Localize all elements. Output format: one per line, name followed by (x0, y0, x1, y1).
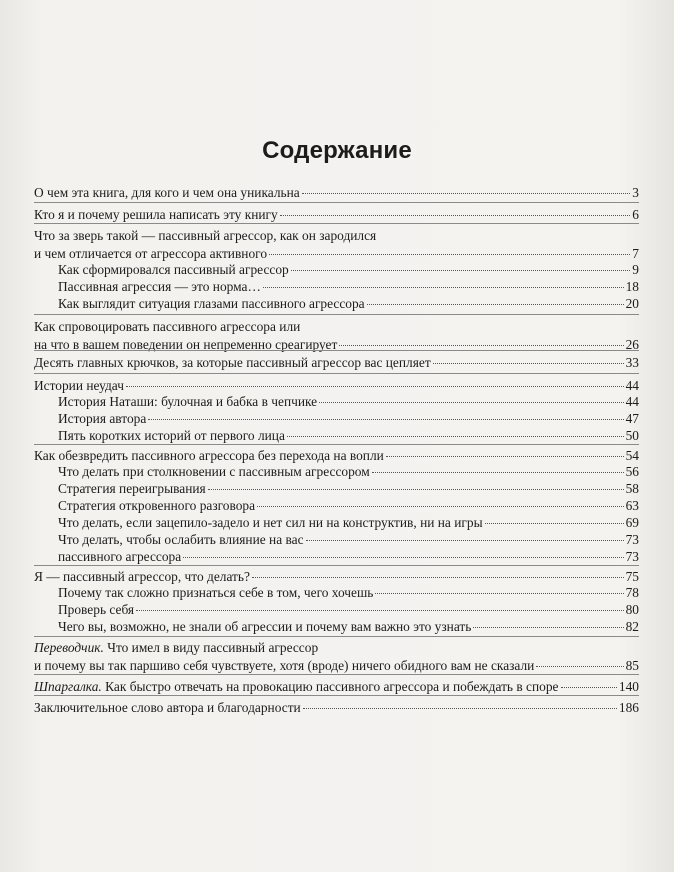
toc-entry-title-cont: и почему вы так паршиво себя чувствуете, хотя (вроде) ничего обидного вам не сказали (34, 658, 535, 673)
toc-entry[interactable] (34, 350, 639, 372)
toc-page-number: 78 (625, 585, 639, 600)
toc-entry-title: Проверь себя (58, 602, 135, 617)
toc-page-number: 50 (625, 428, 639, 443)
toc-entry-title: Стратегия откровенного разговора (58, 498, 256, 513)
toc-page-number: 69 (625, 515, 639, 530)
toc-entry-title-cont: и чем отличается от агрессора активного (34, 246, 268, 261)
toc-page-number: 20 (625, 296, 639, 311)
toc-entry-title: Почему так сложно признаться себе в том, чего хочешь (58, 585, 374, 600)
toc-entry-title: История Наташи: булочная и бабка в чепчике (58, 394, 318, 409)
toc-entry-title: Стратегия переигрывания (58, 481, 206, 496)
toc-page-number: 9 (632, 262, 639, 277)
toc-page-number: 85 (625, 658, 639, 673)
toc-subentry[interactable] (58, 480, 639, 498)
toc-entry-title: Кто я и почему решила написать эту книгу (34, 207, 278, 222)
toc-subentry[interactable] (58, 393, 639, 411)
toc-entry[interactable] (34, 314, 639, 354)
toc-page-number: 7 (632, 246, 639, 261)
toc-page-number: 44 (625, 378, 639, 393)
toc-page-number: 80 (625, 602, 639, 617)
toc-subentry[interactable] (58, 463, 639, 481)
toc-entry[interactable] (34, 202, 639, 224)
toc-entry-title: Как выглядит ситуация глазами пассивного агрессора (58, 296, 365, 311)
toc-subentry[interactable] (58, 410, 639, 428)
toc-page-number: 18 (625, 279, 639, 294)
toc-entry[interactable] (34, 223, 639, 263)
toc-page-number: 6 (632, 207, 639, 222)
toc-entry-title-cont: на что в вашем поведении он непременно среагирует (34, 337, 338, 352)
toc-entry-title: История автора (58, 411, 147, 426)
toc-entry-title: О чем эта книга, для кого и чем она уникальна (34, 185, 300, 200)
toc-entry-title: Как сформировался пассивный агрессор (58, 262, 289, 277)
toc-page-number: 56 (625, 464, 639, 479)
toc-entry-title: Десять главных крючков, за которые пассивный агрессор вас цепляет (34, 355, 431, 370)
toc-entry-title: Чего вы, возможно, не знали об агрессии и почему вам важно это узнать (58, 619, 472, 634)
page-title: Содержание (262, 137, 412, 164)
toc-page-number: 26 (625, 337, 639, 352)
toc-page-number: 73 (625, 549, 639, 564)
toc-entry[interactable] (34, 565, 639, 586)
toc-page-number: 47 (625, 411, 639, 426)
toc-subentry[interactable] (58, 618, 639, 636)
toc-subentry[interactable] (58, 295, 639, 313)
toc-subentry[interactable] (58, 531, 639, 549)
toc-entry-title: Что делать, если зацепило-задело и нет сил ни на конструктив, ни на игры (58, 515, 483, 530)
toc-page-number: 3 (632, 185, 639, 200)
toc-page-number: 186 (618, 700, 639, 715)
toc-page-number: 44 (625, 394, 639, 409)
toc-subentry[interactable] (58, 497, 639, 515)
toc-entry-title: Пять коротких историй от первого лица (58, 428, 285, 443)
toc-entry-title: Что делать, чтобы ослабить влияние на вас (58, 532, 304, 547)
toc-entry-title: пассивного агрессора (58, 549, 182, 564)
toc-entry-title: Что делать при столкновении с пассивным агрессором (58, 464, 370, 479)
toc-page-number: 73 (625, 532, 639, 547)
toc-entry[interactable] (34, 695, 639, 717)
toc-entry-title: Я — пассивный агрессор, что делать? (34, 569, 250, 584)
toc-entry-title: Что за зверь такой — пассивный агрессор, как он зародился (34, 228, 377, 243)
toc-entry-lead: Шпаргалка. (34, 679, 102, 694)
toc-subentry[interactable] (58, 261, 639, 279)
toc-page-number: 54 (625, 448, 639, 463)
toc-entry-title: Как быстро отвечать на провокацию пассивного агрессора и побеждать в споре (101, 679, 559, 694)
toc-subentry[interactable] (58, 548, 639, 566)
toc-subentry[interactable] (58, 584, 639, 602)
toc-entry-lead: Переводчик. (34, 640, 104, 655)
toc-entry[interactable] (34, 444, 639, 465)
toc-subentry[interactable] (58, 278, 639, 296)
toc-page-number: 33 (625, 355, 639, 370)
toc-entry-title: Пассивная агрессия — это норма… (58, 279, 261, 294)
toc-entry-title: Как спровоцировать пассивного агрессора или (34, 319, 301, 334)
toc-entry[interactable] (34, 373, 639, 395)
toc-page-number: 63 (625, 498, 639, 513)
toc-entry-title: Заключительное слово автора и благодарности (34, 700, 301, 715)
toc-page-number: 75 (625, 569, 639, 584)
toc-entry[interactable] (34, 636, 639, 675)
toc-entry-title: Как обезвредить пассивного агрессора без перехода на вопли (34, 448, 384, 463)
toc-entry-title: Что имел в виду пассивный агрессор (103, 640, 319, 655)
toc-page-number: 140 (618, 679, 639, 694)
toc-entry-title: Истории неудач (34, 378, 124, 393)
toc-entry[interactable] (34, 674, 639, 696)
toc-page-number: 58 (625, 481, 639, 496)
toc-subentry[interactable] (58, 601, 639, 619)
toc-subentry[interactable] (58, 514, 639, 532)
toc-page-number: 82 (625, 619, 639, 634)
toc-subentry[interactable] (58, 427, 639, 445)
toc-entry[interactable] (34, 184, 639, 202)
